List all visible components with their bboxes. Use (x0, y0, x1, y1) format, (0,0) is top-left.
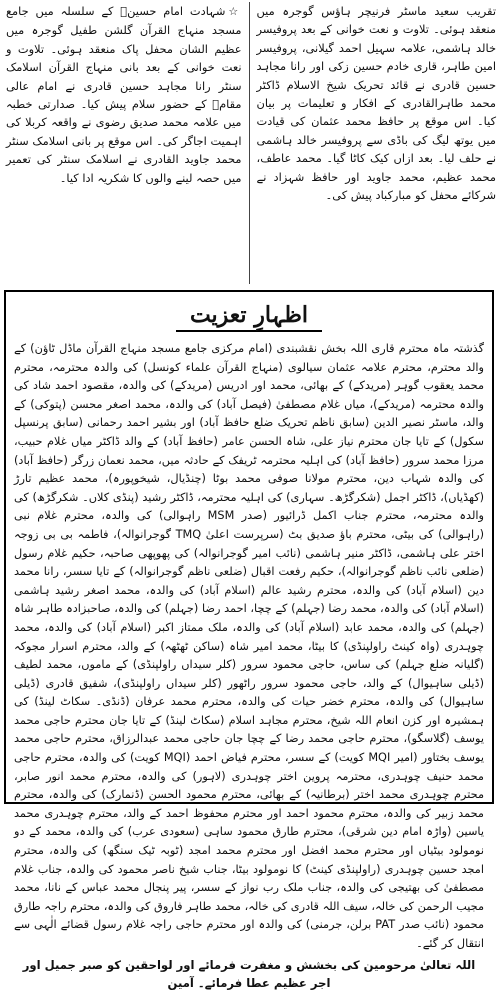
condolence-heading-wrap (14, 296, 484, 340)
news-column-right (250, 2, 496, 284)
news-paragraph (6, 2, 242, 187)
top-news-section (6, 2, 496, 284)
star-icon: ☆ (228, 5, 242, 18)
condolence-heading: اظہارِ تعزیت (176, 300, 322, 332)
condolence-prayer: اللہ تعالیٰ مرحومین کی بخشش و مغفرت فرمائے اور لواحقین کو صبر جمیل اور اجر عظیم عطا فرمائے۔ آمین (22, 957, 476, 991)
news-paragraph-text: شہادت امام حسینؑ کے سلسلہ میں جامع مسجد منہاج القرآن گلشن طفیل گوجرہ میں عظیم الشان محفل پاک منعقد ہوئی۔ تلاوت و نعت خوانی کے بعد بانی منہاج القرآن اسلامک سنٹر رانا مجاہد حسین قادری نے امام عالی مقامؑ کے حضور سلام پیش کیا۔ صدارتی خطبہ میں علامہ محمد صدیق رضوی نے واقعہ کربلا کی اہمیت اجاگر کی۔ اس موقع پر بانی اسلامک سنٹر محمد جاوید القادری نے اسلامک سنٹر کی تعمیر میں حصہ لینے والوں کا شکریہ ادا کیا۔ (6, 4, 242, 185)
condolence-body: گذشتہ ماہ محترم قاری اللہ بخش نقشبندی (امام مرکزی جامع مسجد منہاج القرآن ماڈل ٹاؤن) کے والد محترم، محترم علامہ عثمان سیالوی (منہاج القرآن علماء کونسل) کی والدہ محترمہ، محترم محمد یعقوب گوہر (مریدکے) کے بھائی، محمد اور ادریس (مریدکے) کی والدہ، مقصود احمد شاد کی والدہ محترمہ (مریدکے)، میاں غلام مصطفیٰ (فیصل آباد) کی والدہ، محمد اصغر محسن (پتوکی) کے والد، ماسٹر نصیر الدین (سابق ناظم تحریک ضلع حافظ آباد) اور بشیر احمد رحمانی (سابق پرنسپل سکول) کے تایا جان محترم نیاز علی، شاہ الحسن عامر (حافظ آباد) کے والد ڈاکٹر میاں غلام حبیب، مرزا محمد سرور (حافظ آباد) کی اہلیہ محترمہ ٹریفک کے حادثہ میں، محمد نعمان زرگر (حافظ آباد) کی والدہ شہاب دین، محترم مولانا صوفی محمد بوٹا (چنڈیال، شیخوپورہ)، محمد عظیم تارڑ (کھڈیاں)، ڈاکٹر اجمل (شکرگڑھ۔ سہاری) کی اہلیہ محترمہ، ڈاکٹر رشید (پنڈی کلاں۔ شکرگڑھ) کی والدہ محترمہ، محترم جناب اکمل ڈرائیور (صدر MSM راہوالی) کی والدہ، محترم غلام نبی (راہوالی) کی بیٹی، محترم باؤ صدیق بٹ (سرپرست اعلیٰ TMQ گوجرانوالہ)، فاطمہ بی بی زوجہ اختر علی ہاشمی، ڈاکٹر منیر ہاشمی (نائب امیر گوجرانوالہ) کی پھوپھی صاحبہ، حکیم غلام رسول (ضلعی نائب ناظم گوجرانوالہ)، حکیم رفعت اقبال (ضلعی ناظم گوجرانوالہ) کے تایا سسر، رانا محمد دین (اسلام آباد) کی والدہ، محترم رشید عالم (اسلام آباد) کی والدہ، محمد اصغر رشید ہاشمی (اسلام آباد) کی والدہ، محمد رضا (جہلم) کے چچا، احمد رضا (جہلم) کی والدہ، صاحبزادہ طاہر شاہ (جہلم) کی والدہ، محمد عابد (اسلام آباد) کی والدہ، ملک ممتاز اکبر (اسلام آباد) کی والدہ، محمد چوہدری (واہ کینٹ راولپنڈی) کا بیٹا، محمد امیر شاہ (ساکن ٹھٹھہ) کے والد، محترم اسرار مجوکہ (گلیانہ ضلع جہلم) کی ساس، حاجی محمود سرور (کلر سیداں راولپنڈی) کے ماموں، محمد لطیف (ڈیلی ساہیوال) کے والد، حاجی محمود سرور راٹھور (کلر سیداں راولپنڈی)، شفیق قادری (ڈیلی ساہیوال) کی والدہ، محترم خضر حیات کی والدہ، محترم محمد عرفان (ڈنڈی۔ سکاٹ لینڈ) کی ہمشیرہ اور کزن انعام اللہ شیخ، محترم مجاہد اسلام (سکاٹ لینڈ) کے تایا جان محترم حاجی محمد یوسف (گلاسگو)، محترم حاجی محمد رضا کے چچا جان حاجی محمد عبدالرزاق، محترم حاجی محمد یوسف بختاور (امیر MQI کویت) کے سسر، محترم فیاض احمد (MQI کویت) کی والدہ، محترم حاجی محمد حنیف چوہدری، محترمہ پروین اختر چوہدری (لاہور) کی والدہ، محترم محمد انور صابر، محترم چوہدری محمد اختر (برطانیہ) کے بھائی، محترم محمود الحسن (ڈنمارک) کی والدہ، محترم محمد زبیر کی والدہ، محترم محمود احمد اور محترم محفوظ احمد کے والد، محترم چوہدری محمد یاسین (واڑہ امام دین شرقی)، محترم طارق محمود ساہی (سعودی عرب) کی والدہ، محمد کے دو نومولود بیٹیاں اور محترم محمد افضل اور محترم محمد امجد (ٹوبہ ٹیک سنگھ) کی والدہ، محترم امجد حسین چوہدری (راولپنڈی کینٹ) کا نومولود بیٹا، جناب شیخ ناصر محمود کی والدہ، جناب غلام مصطفیٰ کی بھتیجی کی والدہ، جناب ملک رب نواز کے سسر، پیر پنجال محمد عباس کے نانا، محمد مجیب الرحمن کی خالہ، سیف اللہ قادری کی خالہ، محمد طاہر فاروق کی والدہ، محترم راجہ طارق محمود (نائب صدر PAT برلن، جرمنی) کی والدہ اور محترم حاجی راجہ غلام رسول قضائے الٰہی سے انتقال کر گئے۔ (14, 342, 484, 950)
news-paragraph: تقریب سعید ماسٹر فرنیچر ہاؤس گوجرہ میں منعقد ہوئی۔ تلاوت و نعت خوانی کے بعد پروفیسر خالد ہاشمی، علامہ سہیل احمد گیلانی، پروفیسر امین طاہر، قاری خادم حسین زکی اور رانا مجاہد حسین قادری نے قائد تحریک شیخ الاسلام ڈاکٹر محمد طاہرالقادری کے افکار و تعلیمات پر بیان کیا۔ اس موقع پر حافظ محمد عثمان کی قیادت میں یوتھ لیگ کی باڈی سے پروفیسر خالد ہاشمی نے حلف لیا۔ بعد ازاں کیک کاٹا گیا۔ محمد عاطف، محمد عظیم، محمد جاوید اور حافظ شہزاد نے شرکائے محفل کو مبارکباد پیش کی۔ (256, 4, 496, 203)
condolence-box (4, 290, 494, 991)
news-column-left (6, 2, 250, 284)
